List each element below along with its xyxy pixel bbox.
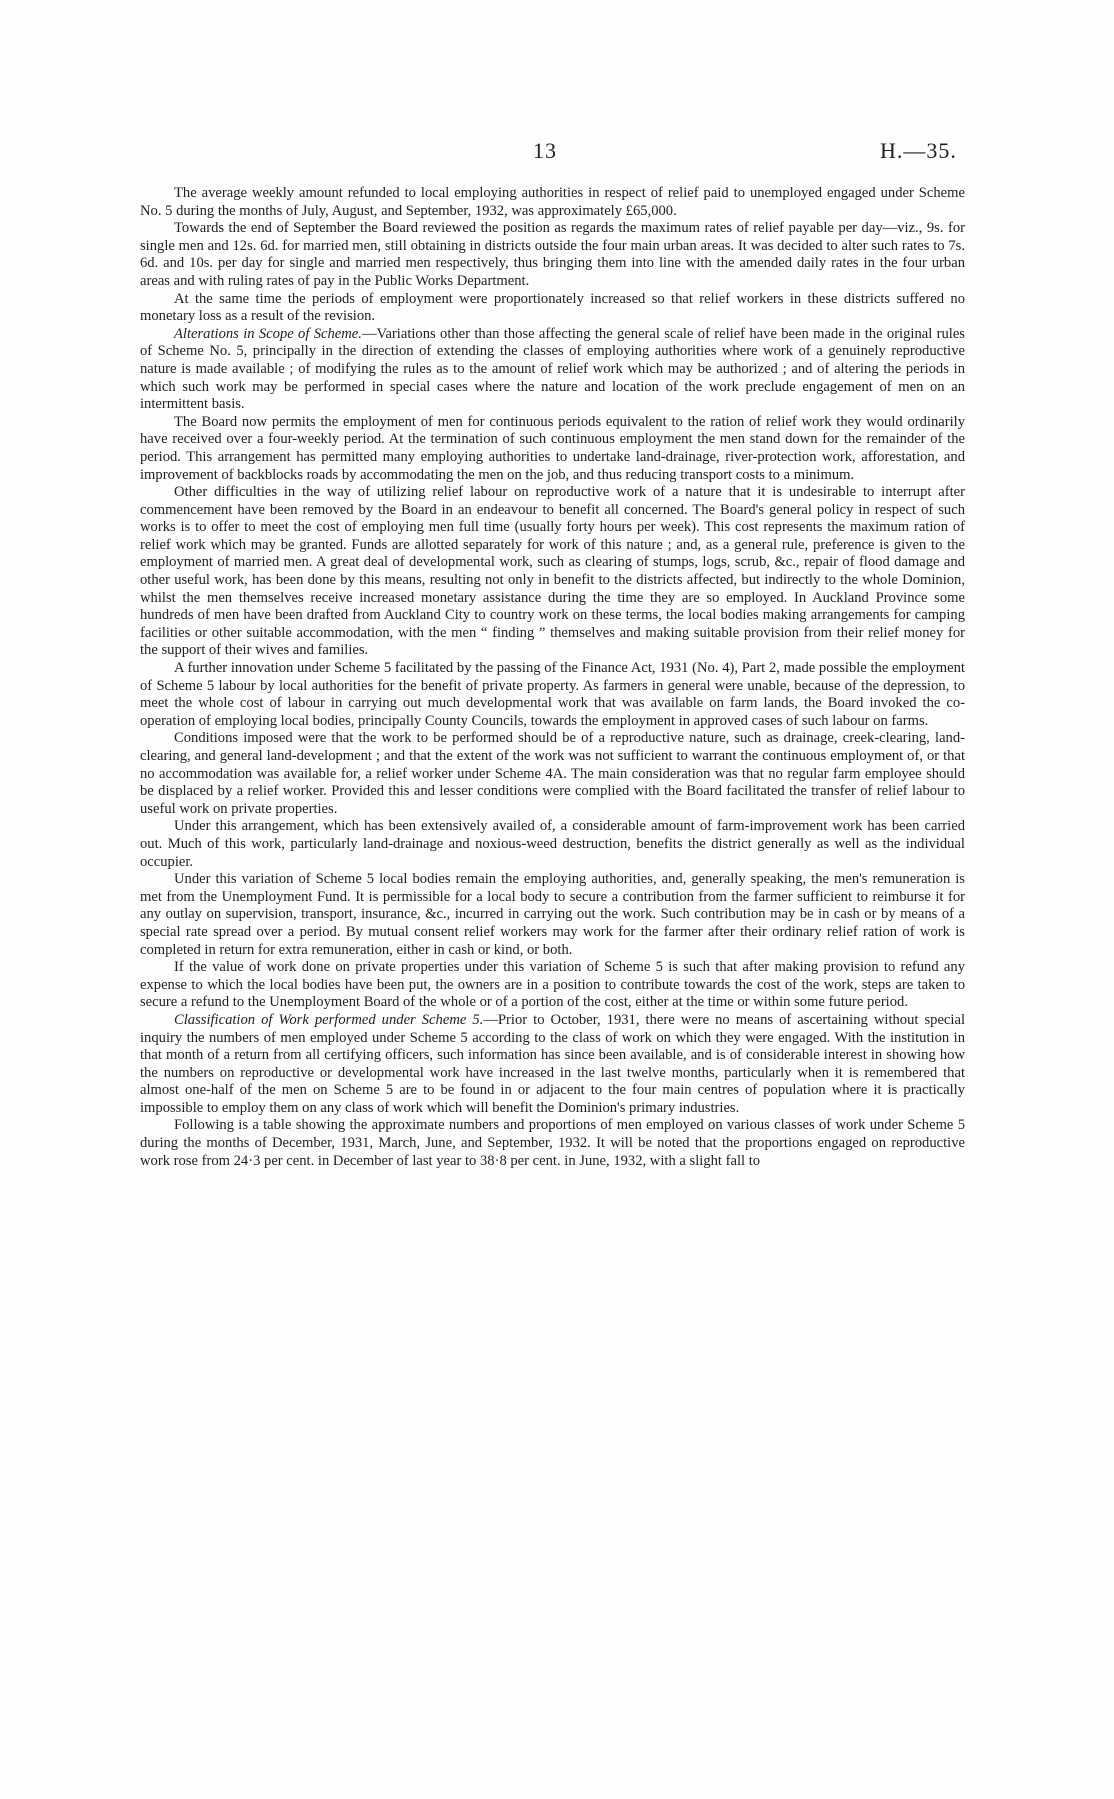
body-text [140,185,965,1170]
page-number: 13 [533,138,557,163]
section-heading: Alterations in Scope of Scheme. [174,325,362,342]
paragraph: Other difficulties in the way of utilizing relief labour on reproductive work of a nature that it is undesirable to interrupt after commencement have been removed by the Board in an endeavour to benefit all concerned. The Board's general policy in respect of such works is to offer to meet the cost of employing men full time (usually forty hours per week). This cost represents the maximum ration of relief work which may be granted. Funds are allotted separately for work of this nature ; and, as a general rule, preference is given to the employment of married men. A great deal of developmental work, such as clearing of stumps, logs, scrub, &c., repair of flood damage and other useful work, has been done by this means, resulting not only in benefit to the districts affected, but indirectly to the whole Dominion, whilst the men themselves receive increased monetary assistance during the time they are so employed. In Auckland Province some hundreds of men have been drafted from Auckland City to country work on these terms, the local bodies making arrangements for camping facilities or other suitable accommodation, with the men “ finding ” themselves and making suitable provision from their relief money for the support of their wives and families. [140,484,965,659]
paragraph: At the same time the periods of employment were proportionately increased so that relief workers in these districts suffered no monetary loss as a result of the revision. [140,290,965,325]
paragraph: Towards the end of September the Board reviewed the position as regards the maximum rates of relief payable per day—viz., 9s. for single men and 12s. 6d. for married men, still obtaining in districts outside the four main urban areas. It was decided to alter such rates to 7s. 6d. and 10s. per day for single and married men respectively, thus bringing them into line with the amended daily rates in the four urban areas and with ruling rates of pay in the Public Works Department. [140,220,965,289]
paragraph: Alterations in Scope of Scheme.—Variations other than those affecting the general scale of relief have been made in the original rules of Scheme No. 5, principally in the direction of extending the classes of employing authorities where work of a genuinely reproductive nature is made available ; of modifying the rules as to the amount of relief work which may be authorized ; and of altering the periods in which such work may be performed in special cases where the nature and location of the work preclude engagement of men on an intermittent basis. [140,325,965,413]
paragraph: A further innovation under Scheme 5 facilitated by the passing of the Finance Act, 1931 (No. 4), Part 2, made possible the employment of Scheme 5 labour by local authorities for the benefit of private property. As farmers in general were unable, because of the depression, to meet the whole cost of labour in carrying out much developmental work that was available on farm lands, the Board invoked the co-operation of employing local bodies, principally County Councils, towards the employment in approved cases of such labour on farms. [140,660,965,729]
paragraph: The average weekly amount refunded to local employing authorities in respect of relief paid to unemployed engaged under Scheme No. 5 during the months of July, August, and September, 1932, was approximately £65,000. [140,185,965,219]
paragraph: Under this variation of Scheme 5 local bodies remain the employing authorities, and, generally speaking, the men's remuneration is met from the Unemployment Fund. It is permissible for a local body to secure a contribution from the farmer sufficient to reimburse it for any outlay on supervision, transport, insurance, &c., incurred in carrying out the work. Such contribution may be in cash or by means of a special rate spread over a period. By mutual consent relief workers may work for the farmer after their ordinary relief ration of work is completed in return for extra remuneration, either in cash or kind, or both. [140,871,965,958]
paragraph: The Board now permits the employment of men for continuous periods equivalent to the ration of relief work they would ordinarily have received over a four-weekly period. At the termination of such continuous employment the men stand down for the remainder of the period. This arrangement has permitted many employing authorities to undertake land-drainage, river-protection work, afforestation, and improvement of backblocks roads by accommodating the men on the job, and thus reducing transport costs to a minimum. [140,413,965,483]
paragraph: If the value of work done on private properties under this variation of Scheme 5 is such that after making provision to refund any expense to which the local bodies have been put, the owners are in a position to contribute towards the cost of the work, steps are taken to secure a refund to the Unemployment Board of the whole or of a portion of the cost, either at the time or within some future period. [140,959,965,1011]
paragraph: Conditions imposed were that the work to be performed should be of a reproductive nature, such as drainage, creek-clearing, land-clearing, and general land-development ; and that the extent of the work was not sufficient to warrant the continuous employment of, or that no accommodation was available for, a relief worker under Scheme 4A. The main consideration was that no regular farm employee should be displaced by a relief worker. Provided this and lesser conditions were complied with the Board facilitated the transfer of relief labour to useful work on private properties. [140,730,965,817]
section-heading: Classification of Work performed under Scheme 5. [174,1011,484,1028]
document-reference: H.—35. [880,138,957,163]
paragraph: Classification of Work performed under Scheme 5.—Prior to October, 1931, there were no means of ascertaining without special inquiry the numbers of men employed under Scheme 5 according to the class of work on which they were engaged. With the institution in that month of a return from all certifying officers, such information has since been available, and is of considerable interest in showing how the numbers on reproductive or developmental work have increased in the last twelve months, particularly when it is remembered that almost one-half of the men on Scheme 5 are to be found in or adjacent to the four main centres of population where it is practically impossible to employ them on any class of work which will benefit the Dominion's primary industries. [140,1011,966,1116]
paragraph: Following is a table showing the approximate numbers and proportions of men employed on various classes of work under Scheme 5 during the months of December, 1931, March, June, and September, 1932. It will be noted that the proportions engaged on reproductive work rose from 24·3 per cent. in December of last year to 38·8 per cent. in June, 1932, with a slight fall to [140,1117,965,1169]
paragraph: Under this arrangement, which has been extensively availed of, a considerable amount of farm-improvement work has been carried out. Much of this work, particularly land-drainage and noxious-weed destruction, benefits the district generally as well as the individual occupier. [140,818,965,870]
